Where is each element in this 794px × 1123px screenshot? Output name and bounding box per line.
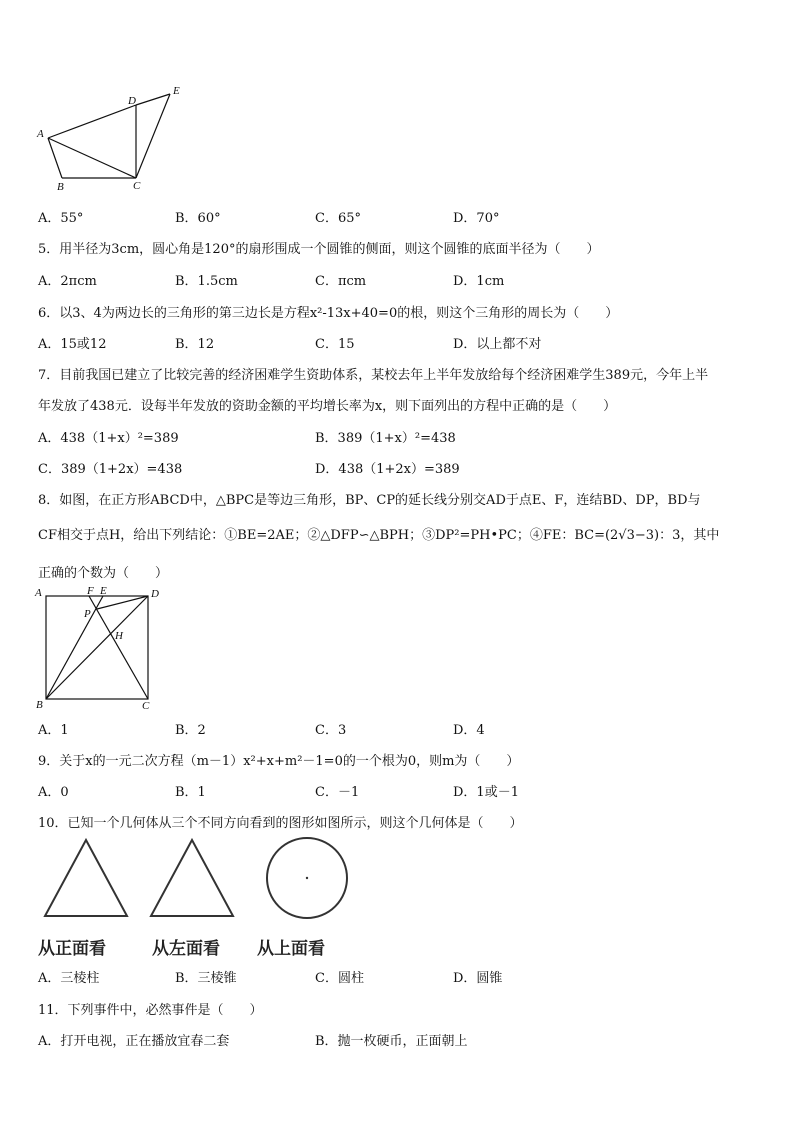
top-view-circle [262, 836, 352, 920]
q9-option-a: A．0 [38, 785, 69, 800]
q10-stem: 10．已知一个几何体从三个不同方向看到的图形如图所示，则这个几何体是（ ） [38, 816, 523, 831]
point-label-E: E [100, 585, 107, 597]
q6-option-c: C．15 [315, 337, 355, 352]
q5-option-b: B．1.5cm [175, 274, 238, 289]
q8-option-a: A．1 [38, 723, 69, 738]
point-label-H: H [115, 630, 123, 642]
q9-stem: 9．关于x的一元二次方程（m－1）x²+x+m²－1=0的一个根为0，则m为（ ） [38, 754, 520, 769]
q6-option-a: A．15或12 [38, 337, 107, 352]
point-label-C: C [142, 700, 150, 712]
point-label-B: B [57, 181, 64, 193]
q7-option-d: D．438（1+2x）=389 [315, 462, 460, 477]
geometry-figure-q4 [30, 80, 200, 195]
caption-top-view: 从上面看 [257, 939, 325, 959]
q11-option-a: A．打开电视，正在播放宜春二套 [38, 1034, 230, 1049]
q10-option-b: B．三棱锥 [175, 971, 237, 986]
q10-option-d: D．圆锥 [453, 971, 503, 986]
q11-option-b: B．抛一枚硬币，正面朝上 [315, 1034, 468, 1049]
q6-stem: 6．以3、4为两边长的三角形的第三边长是方程x²-13x+40=0的根，则这个三角形的周长为（ ） [38, 306, 619, 321]
q4-option-a: A．55° [38, 211, 84, 226]
q9-option-b: B．1 [175, 785, 206, 800]
caption-left-view: 从左面看 [152, 939, 220, 959]
point-label-P: P [84, 608, 91, 620]
q8-stem-line3: 正确的个数为（ ） [38, 566, 169, 581]
q9-option-d: D．1或－1 [453, 785, 519, 800]
q4-option-b: B．60° [175, 211, 221, 226]
q10-option-a: A．三棱柱 [38, 971, 100, 986]
q5-option-d: D．1cm [453, 274, 505, 289]
left-view-triangle [146, 836, 238, 920]
q6-option-d: D．以上都不对 [453, 337, 542, 352]
q5-option-a: A．2πcm [38, 274, 97, 289]
q8-stem-line1: 8．如图，在正方形ABCD中，△BPC是等边三角形，BP、CP的延长线分别交AD于点E、F，连结BD、DP，BD与 [38, 493, 701, 508]
q7-stem-line2: 年发放了438元．设每半年发放的资助金额的平均增长率为x，则下面列出的方程中正确的是（ ） [38, 399, 617, 414]
q11-stem: 11．下列事件中，必然事件是（ ） [38, 1003, 263, 1018]
q4-option-d: D．70° [453, 211, 500, 226]
q8-option-d: D．4 [453, 723, 485, 738]
point-label-D: D [128, 95, 136, 107]
q7-option-a: A．438（1+x）²=389 [38, 431, 179, 446]
caption-front-view: 从正面看 [38, 939, 106, 959]
q8-option-c: C．3 [315, 723, 347, 738]
point-label-E: E [173, 85, 180, 97]
point-label-B: B [36, 699, 43, 711]
geometry-figure-q8 [30, 583, 170, 715]
front-view-triangle [40, 836, 132, 920]
q7-option-c: C．389（1+2x）=438 [38, 462, 183, 477]
point-label-A: A [37, 128, 44, 140]
q9-option-c: C．－1 [315, 785, 360, 800]
q10-option-c: C．圆柱 [315, 971, 364, 986]
point-label-F: F [87, 585, 94, 597]
q8-option-b: B．2 [175, 723, 206, 738]
q4-option-c: C．65° [315, 211, 361, 226]
q6-option-b: B．12 [175, 337, 215, 352]
point-label-C: C [133, 180, 141, 192]
q5-stem: 5．用半径为3cm，圆心角是120°的扇形围成一个圆锥的侧面，则这个圆锥的底面半径为（ ） [38, 242, 600, 257]
q7-stem-line1: 7．目前我国已建立了比较完善的经济困难学生资助体系，某校去年上半年发放给每个经济困难学生389元，今年上半 [38, 368, 709, 383]
point-label-A: A [35, 587, 42, 599]
q8-stem-line2: CF相交于点H，给出下列结论：①BE=2AE；②△DFP∽△BPH；③DP²=PH•PC；④FE：BC=(2√3−3)：3，其中 [38, 528, 720, 543]
q5-option-c: C．πcm [315, 274, 367, 289]
point-label-D: D [151, 588, 159, 600]
q7-option-b: B．389（1+x）²=438 [315, 431, 456, 446]
